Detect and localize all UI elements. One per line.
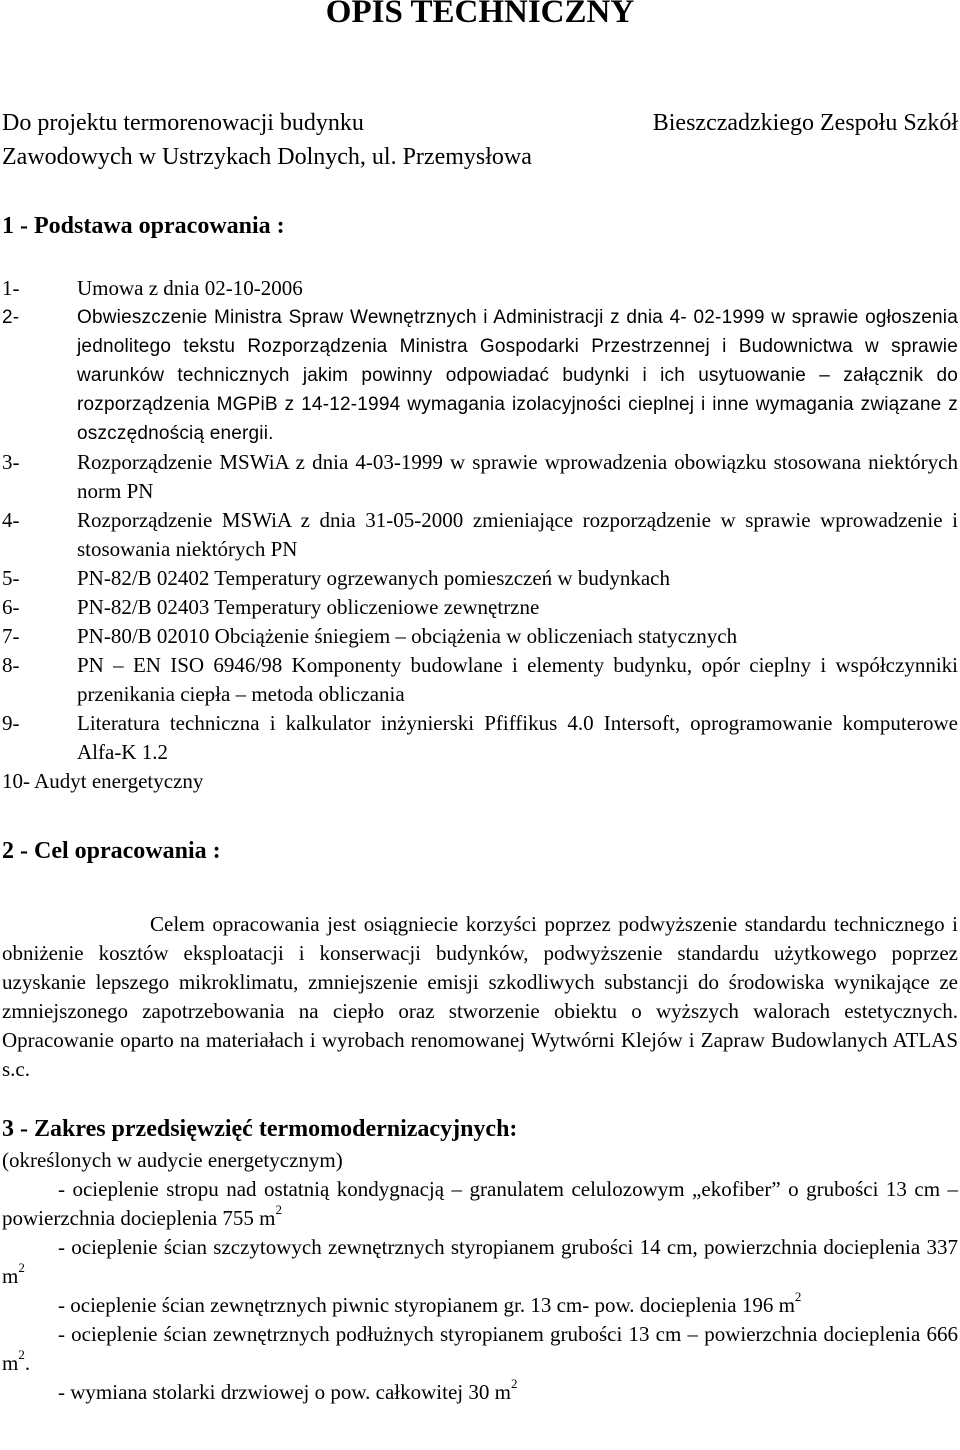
reference-number: 3- <box>2 450 20 474</box>
intro-paragraph <box>2 106 958 174</box>
reference-item <box>2 709 958 767</box>
superscript: 2 <box>794 1289 802 1304</box>
measure-text: - wymiana stolarki drzwiowej o pow. całkowitej 30 m <box>58 1380 511 1404</box>
superscript: 2 <box>18 1260 25 1275</box>
reference-number: 6- <box>2 595 20 619</box>
reference-item <box>2 767 958 796</box>
measure-item <box>2 1320 958 1378</box>
reference-text: Audyt energetyczny <box>34 769 204 793</box>
intro-line-1-part-b: Bieszczadzkiego Zespołu Szkół <box>652 110 958 136</box>
reference-number: 1- <box>2 276 20 300</box>
reference-item <box>2 564 958 593</box>
measure-text: - ocieplenie ścian zewnętrznych podłużnych styropianem grubości 13 cm – powierzchnia docieplenia 666 m <box>2 1322 958 1375</box>
reference-item <box>2 274 958 303</box>
reference-item <box>2 506 958 564</box>
measure-item <box>2 1378 958 1407</box>
superscript: 2 <box>510 1376 518 1391</box>
reference-number: 7- <box>2 624 20 648</box>
reference-number: 4- <box>2 508 20 532</box>
reference-text: Obwieszczenie Ministra Spraw Wewnętrznych i Administracji z dnia 4- 02-1999 w sprawie ogłoszenia jednolitego tekstu Rozporządzenia Ministra Gospodarki Przestrzennej i Budownictwa w sprawie warunków technicznych jakim powinny odpowiadać budynki i ich usytuowanie – załącznik do rozporządzenia MGPiB z 14-12-1994 wymagania izolacyjności cieplnej i inne wymagania związane z oszczędnością energii. <box>77 307 958 444</box>
section-2-heading: 2 - Cel opracowania : <box>2 838 221 864</box>
reference-text: Rozporządzenie MSWiA z dnia 31-05-2000 zmieniające rozporządzenie w sprawie wprowadzenie i stosowania niektórych PN <box>77 508 958 561</box>
reference-number: 10- <box>2 769 30 793</box>
reference-item <box>2 593 958 622</box>
reference-number: 9- <box>2 711 20 735</box>
superscript: 2 <box>275 1202 282 1217</box>
reference-text: Rozporządzenie MSWiA z dnia 4-03-1999 w sprawie wprowadzenia obowiązku stosowana niektórych norm PN <box>77 450 958 503</box>
measure-text: - ocieplenie ścian szczytowych zewnętrznych styropianem grubości 14 cm, powierzchnia docieplenia 337 m <box>2 1235 958 1288</box>
intro-line-1-part-a: Do projektu termorenowacji budynku <box>2 110 364 136</box>
reference-item <box>2 303 958 448</box>
page-title: OPIS TECHNICZNY <box>325 0 635 30</box>
reference-number: 8- <box>2 653 20 677</box>
section-3-heading: 3 - Zakres przedsięwzięć termomodernizacyjnych: <box>2 1116 518 1142</box>
measure-item <box>2 1233 958 1291</box>
reference-item <box>2 651 958 709</box>
reference-text: PN-82/B 02403 Temperatury obliczeniowe zewnętrzne <box>77 595 540 619</box>
reference-list <box>2 274 958 796</box>
reference-text: PN-82/B 02402 Temperatury ogrzewanych pomieszczeń w budynkach <box>77 566 670 590</box>
reference-item <box>2 448 958 506</box>
reference-text: Literatura techniczna i kalkulator inżynierski Pfiffikus 4.0 Intersoft, oprogramowanie komputerowe Alfa-K 1.2 <box>77 711 958 764</box>
reference-text: PN – EN ISO 6946/98 Komponenty budowlane i elementy budynku, opór cieplny i współczynniki przenikania ciepła – metoda obliczania <box>77 653 958 706</box>
measure-text-suffix: . <box>24 1351 31 1375</box>
measure-text: - ocieplenie stropu nad ostatnią kondygnacją – granulatem celulozowym „ekofiber” o grubości 13 cm – powierzchnia docieplenia 755 m <box>2 1177 958 1230</box>
intro-line-1 <box>2 106 958 140</box>
measure-item <box>2 1175 958 1233</box>
section-2-paragraph: Celem opracowania jest osiągniecie korzyści poprzez podwyższenie standardu technicznego i obniżenie kosztów eksploatacji i konserwacji budynków, podwyższenie standardu użytkowego poprzez uzyskanie lepszego mikroklimatu, zmniejszenie emisji szkodliwych substancji do środowiska wynikające ze zmniejszonego zapotrzebowania na ciepło oraz stworzenie obiektu o wyższych walorach estetycznych. Opracowanie oparto na materiałach i wyrobach renomowanej Wytwórni Klejów i Zapraw Budowlanych ATLAS s.c. <box>2 912 958 1081</box>
intro-line-2: Zawodowych w Ustrzykach Dolnych, ul. Przemysłowa <box>2 144 532 170</box>
reference-text: Umowa z dnia 02-10-2006 <box>77 276 303 300</box>
reference-text: PN-80/B 02010 Obciążenie śniegiem – obciążenia w obliczeniach statycznych <box>77 624 738 648</box>
section-1-heading: 1 - Podstawa opracowania : <box>2 213 285 239</box>
reference-item <box>2 622 958 651</box>
reference-number: 2- <box>2 307 20 328</box>
section-3-note: (określonych w audycie energetycznym) <box>2 1148 343 1172</box>
measure-text: - ocieplenie ścian zewnętrznych piwnic styropianem gr. 13 cm- pow. docieplenia 196 m <box>58 1293 795 1317</box>
measure-item <box>2 1291 958 1320</box>
superscript: 2 <box>18 1347 25 1362</box>
reference-number: 5- <box>2 566 20 590</box>
